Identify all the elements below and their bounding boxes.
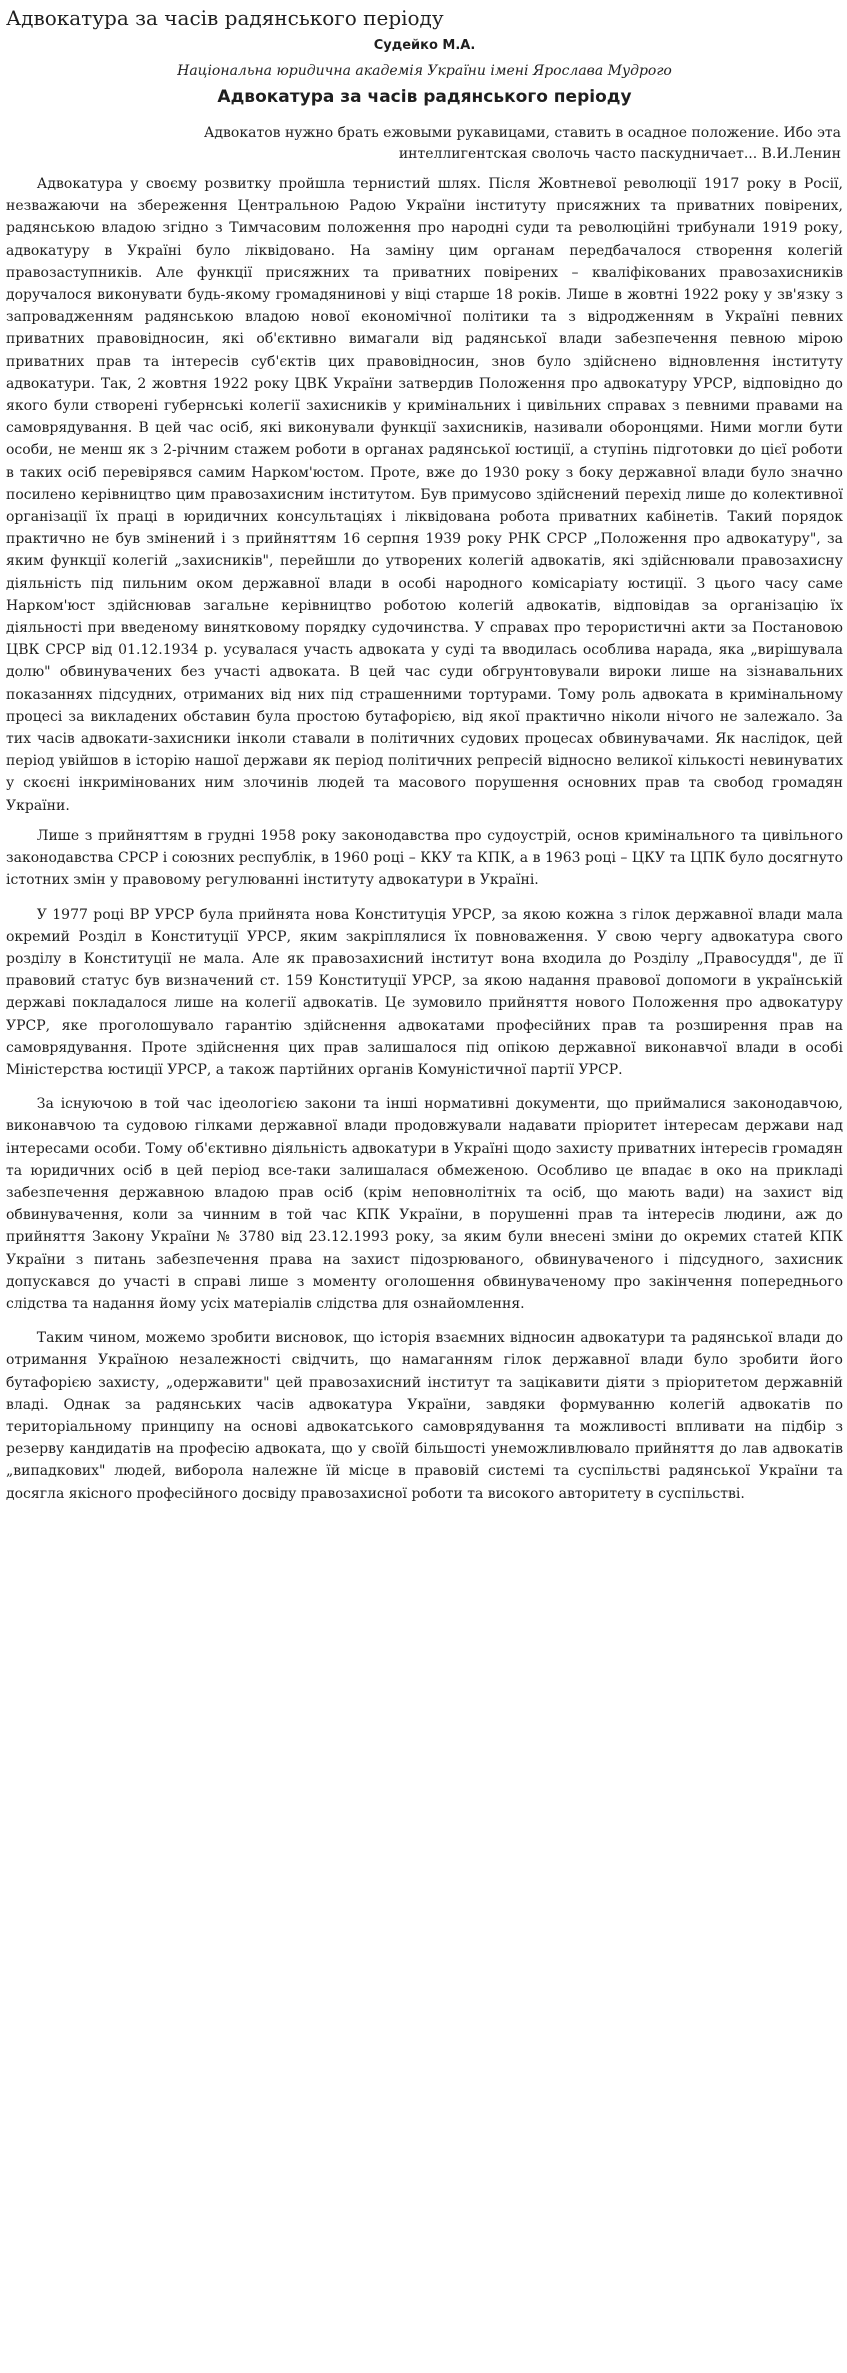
page-title: Адвокатура за часів радянського періоду [6,6,444,30]
author-name: Судейко М.А. [373,38,476,53]
epigraph-line: интеллигентская сволочь часто паскудничает... В.И.Ленин [398,146,841,162]
body-paragraph: У 1977 році ВР УРСР була прийнята нова Конституція УРСР, за якою кожна з гілок державної влади мала окремий Розділ в Конституції УРСР, яким закріплялися їх повноваження. У свою чергу адвокатура свого розділу в Конституції не мала. Але як правозахисний інститут вона входила до Розділу „Правосуддя", де її правовий статус був визначений ст. 159 Конституції УРСР, за якою надання правової допомоги в українській державі покладалося лише на колегії адвокатів. Це зумовило прийняття нового Положення про адвокатуру УРСР, яке проголошувало гарантію здійснення адвокатами професійних прав та розширення прав на самоврядування. Проте здійснення цих прав залишалося під опікою державної виконавчої влади в особі Міністерства юстиції УРСР, а також партійних органів Комуністичної партії УРСР. [6,906,843,1078]
body-paragraph: Лише з прийняттям в грудні 1958 року законодавства про судоустрій, основ кримінального та цивільного законодавства СРСР і союзних республік, в 1960 році – ККУ та КПК, а в 1963 році – ЦКУ та ЦПК було досягнуто істотних змін у правовому регулюванні інституту адвокатури в Україні. [6,827,843,889]
body-paragraph: Таким чином, можемо зробити висновок, що історія взаємних відносин адвокатури та радянської влади до отримання Україною незалежності свідчить, що намаганням гілок державної влади було зробити його бутафорією захисту, „одержавити" цей правозахисний інститут та зацікавити діяти з пріоритетом державній владі. Однак за радянських часів адвокатура України, завдяки формуванню колегій адвокатів по територіальному принципу на основі адвокатського самоврядування та можливості впливати на підбір з резерву кандидатів на професію адвоката, що у своїй більшості унеможливлювало прийняття до лав адвокатів „випадкових" людей, виборола належне їй місце в правовій системі та суспільстві радянської України та досягла якісного професійного досвіду правозахисної роботи та високого авторитету в суспільстві. [6,1330,843,1502]
author-affiliation: Національна юридична академія України імені Ярослава Мудрого [177,63,672,79]
body-paragraph: Адвокатура у своєму розвитку пройшла тернистий шлях. Після Жовтневої революції 1917 року в Росії, незважаючи на збереження Центральною Радою України інституту присяжних та приватних повірених, радянською владою згідно з Тимчасовим положення про народні суди та революційні трибунали 1919 року, адвокатуру в Україні було ліквідовано. На заміну цим органам передбачалося створення колегій правозаступників. Але функції присяжних та приватних повірених – кваліфікованих правозахисників доручалося виконувати будь-якому громадянинові у віці старше 18 років. Лише в жовтні 1922 року у зв'язку з запровадженням радянською владою нової економічної політики та з відродженням в Україні певних приватних правовідносин, які об'єктивно вимагали від радянської влади забезпечення певною мірою приватних прав та інтересів суб'єктів цих правовідносин, знов було здійснено відновлення інституту адвокатури. Так, 2 жовтня 1922 року ЦВК України затвердив Положення про адвокатуру УРСР, відповідно до якого були створені губернські колегії захисників у кримінальних і цивільних справах з певними правами на самоврядування. В цей час осіб, які виконували функції захисників, називали оборонцями. Ними могли бути особи, не менш як з 2-річним стажем роботи в органах радянської юстиції, а ступінь підготовки до цієї роботи в таких осіб перевірявся самим Нарком'юстом. Проте, вже до 1930 року з боку державної влади було значно посилено керівництво цим правозахисним інститутом. Був примусово здійснений перехід лише до колективної організації їх праці в юридичних консультаціях і ліквідована робота приватних кабінетів. Такий порядок практично не був змінений і з прийняттям 16 серпня 1939 року РНК СРСР „Положення про адвокатуру", за яким функції колегій „захисників", перейшли до утворених колегій адвокатів, які здійснювали правозахисну діяльність під пильним оком державної влади в особі народного комісаріату юстиції. З цього часу саме Нарком'юст здійснював загальне керівництво роботою колегій адвокатів, відповідав за організацію їх діяльності при введеному винятковому порядку судочинства. У справах про терористичні акти за Постановою ЦВК СРСР від 01.12.1934 р. усувалася участь адвоката у суді та вводилась особлива нарада, яка „вирішувала долю" обвинувачених без участі адвоката. В цей час суди обгрунтовували вироки лише на зізнавальних показаннях підсудних, отриманих від них під страшенними тортурами. Тому роль адвоката в кримінальному процесі за викладених обставин була простою бутафорією, від якої практично ніколи нічого не залежало. За тих часів адвокати-захисники інколи ставали в політичних судових процесах обвинувачами. Як наслідок, цей період увійшов в історію нашої держави як період політичних репресій відносно великої кількості невинуватих у скоєні інкримінованих ним злочинів людей та масового порушення основних прав та свобод громадян України. [6,176,843,814]
body-paragraph: За існуючою в той час ідеологією закони та інші нормативні документи, що приймалися законодавчою, виконавчою та судовою гілками державної влади продовжували надавати пріоритет інтересам держави над інтересами особи. Тому об'єктивно діяльність адвокатури в Україні щодо захисту приватних інтересів громадян та юридичних осіб в цей період все-таки залишалася обмеженою. Особливо це впадає в око на прикладі забезпечення державною владою прав осіб (крім неповнолітніх та осіб, що мають вади) на захист від обвинувачення, коли за чинним в той час КПК України, в порушенні прав та інтересів людини, аж до прийняття Закону України № 3780 від 23.12.1993 року, за яким були внесені зміни до окремих статей КПК України з питань забезпечення права на захист підозрюваного, обвинуваченого і підсудного, захисник допускався до участі в справі лише з моменту оголошення обвинуваченому про закінчення попереднього слідства та надання йому усіх матеріалів слідства для ознайомлення. [6,1096,843,1312]
article-body [6,173,843,1505]
epigraph [6,123,841,165]
epigraph-line: Адвокатов нужно брать ежовыми рукавицами, ставить в осадное положение. Ибо эта [203,125,841,141]
article-title: Адвокатура за часів радянського періоду [217,87,632,107]
